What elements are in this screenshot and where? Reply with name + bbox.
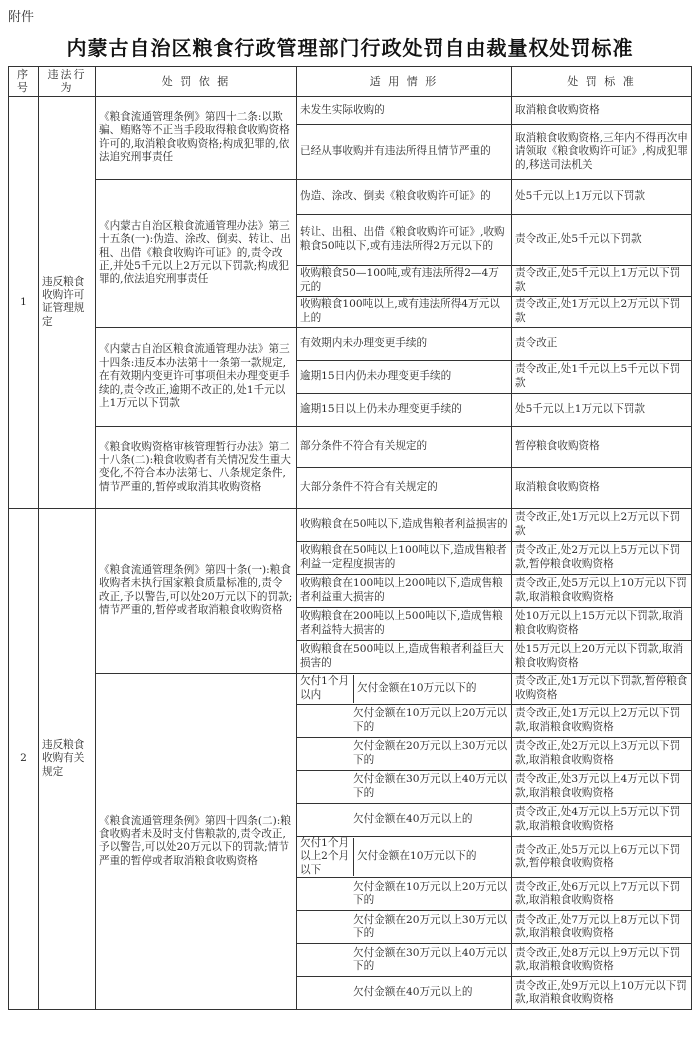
overdue-period-cell: 欠付1个月以内 bbox=[297, 675, 354, 703]
penalty-standard-cell: 取消粮食收购资格 bbox=[512, 96, 692, 124]
attachment-label: 附件 bbox=[8, 10, 35, 25]
penalty-standard-cell: 责令改正 bbox=[512, 327, 692, 360]
situation-cell: 逾期15日以上仍未办理变更手续的 bbox=[297, 393, 512, 426]
situation-cell: 逾期15日内仍未办理变更手续的 bbox=[297, 360, 512, 393]
penalty-standard-cell: 责令改正,处4万元以上5万元以下罚款,取消粮食收购资格 bbox=[512, 803, 692, 836]
penalty-standard-cell: 责令改正,处8万元以上9万元以下罚款,取消粮食收购资格 bbox=[512, 944, 692, 977]
sequence-number-cell: 1 bbox=[9, 96, 39, 508]
table-row bbox=[9, 508, 692, 541]
penalty-standard-cell: 取消粮食收购资格,三年内不得再次申请领取《粮食收购许可证》,构成犯罪的,移送司法机关 bbox=[512, 124, 692, 179]
table-row bbox=[9, 426, 692, 467]
table-row bbox=[9, 673, 692, 704]
legal-basis-cell: 《粮食流通管理条例》第四十二条:以欺骗、贿赂等不正当手段取得粮食收购资格许可的,取消粮食收购资格;构成犯罪的,依法追究刑事责任 bbox=[96, 96, 297, 179]
situation-cell: 大部分条件不符合有关规定的 bbox=[297, 467, 512, 508]
situation-cell: 收购粮食50—100吨,或有违法所得2—4万元的 bbox=[297, 265, 512, 296]
penalty-standard-cell: 责令改正,处6万元以上7万元以下罚款,取消粮食收购资格 bbox=[512, 878, 692, 911]
penalty-standard-cell: 处5千元以上1万元以下罚款 bbox=[512, 393, 692, 426]
situation-cell: 收购粮食在50吨以下,造成售粮者利益损害的 bbox=[297, 508, 512, 541]
situation-cell: 欠付金额在10万元以上20万元以下的 bbox=[297, 878, 512, 911]
column-header-basis: 处 罚 依 据 bbox=[96, 67, 297, 97]
table-row bbox=[9, 179, 692, 214]
legal-basis-cell: 《粮食收购资格审核管理暂行办法》第二十八条(二):粮食收购者有关情况发生重大变化,不符合本办法第七、八条规定条件,情节严重的,暂停或取消其收购资格 bbox=[96, 426, 297, 508]
penalty-standard-cell: 责令改正,处7万元以上8万元以下罚款,取消粮食收购资格 bbox=[512, 911, 692, 944]
table-row bbox=[9, 96, 692, 124]
situation-cell: 欠付金额在10万元以上20万元以下的 bbox=[297, 704, 512, 737]
penalty-standard-cell: 责令改正,处5万元以上10万元以下罚款,取消粮食收购资格 bbox=[512, 574, 692, 607]
situation-cell: 欠付金额在40万元以上的 bbox=[297, 977, 512, 1010]
penalty-standard-cell: 责令改正,处2万元以上5万元以下罚款,暂停粮食收购资格 bbox=[512, 541, 692, 574]
column-header-standard: 处 罚 标 准 bbox=[512, 67, 692, 97]
situation-text: 欠付金额在10万元以下的 bbox=[357, 682, 477, 695]
penalty-standard-cell: 责令改正,处9万元以上10万元以下罚款,取消粮食收购资格 bbox=[512, 977, 692, 1010]
situation-cell: 收购粮食在100吨以上200吨以下,造成售粮者利益重大损害的 bbox=[297, 574, 512, 607]
violation-cell: 违反粮食收购有关规定 bbox=[39, 508, 96, 1009]
penalty-standard-cell: 处10万元以上15万元以下罚款,取消粮食收购资格 bbox=[512, 607, 692, 640]
situation-cell: 欠付金额在20万元以上30万元以下的 bbox=[297, 911, 512, 944]
penalty-standard-table bbox=[8, 66, 692, 1010]
situation-cell: 欠付金额在40万元以上的 bbox=[297, 803, 512, 836]
situation-cell: 部分条件不符合有关规定的 bbox=[297, 426, 512, 467]
penalty-standard-cell: 责令改正,处1万元以上2万元以下罚款,取消粮食收购资格 bbox=[512, 704, 692, 737]
situation-cell: 欠付金额在30万元以上40万元以下的 bbox=[297, 770, 512, 803]
situation-cell bbox=[297, 673, 512, 704]
situation-cell: 有效期内未办理变更手续的 bbox=[297, 327, 512, 360]
legal-basis-cell: 《粮食流通管理条例》第四十条(一):粮食收购者未执行国家粮食质量标准的,责令改正,予以警告,可以处20万元以下的罚款;情节严重的,暂停或者取消粮食收购资格 bbox=[96, 508, 297, 673]
situation-cell: 收购粮食在50吨以上100吨以下,造成售粮者利益一定程度损害的 bbox=[297, 541, 512, 574]
table-header-row bbox=[9, 67, 692, 97]
penalty-standard-cell: 责令改正,处1万元以下罚款,暂停粮食收购资格 bbox=[512, 673, 692, 704]
document-title: 内蒙古自治区粮食行政管理部门行政处罚自由裁量权处罚标准 bbox=[66, 36, 634, 60]
column-header-seq: 序号 bbox=[9, 67, 39, 97]
penalty-standard-cell: 责令改正,处1千元以上5千元以下罚款 bbox=[512, 360, 692, 393]
situation-cell bbox=[297, 836, 512, 877]
situation-cell: 未发生实际收购的 bbox=[297, 96, 512, 124]
penalty-standard-cell: 责令改正,处1万元以上2万元以下罚款 bbox=[512, 296, 692, 327]
column-header-situation: 适 用 情 形 bbox=[297, 67, 512, 97]
penalty-standard-cell: 责令改正,处5千元以上1万元以下罚款 bbox=[512, 265, 692, 296]
sequence-number-cell: 2 bbox=[9, 508, 39, 1009]
legal-basis-cell: 《内蒙古自治区粮食流通管理办法》第三十五条(一):伪造、涂改、倒卖、转让、出租、出借《粮食收购许可证》的,责令改正,并处5千元以上2万元以下罚款;构成犯罪的,依法追究刑事责任 bbox=[96, 179, 297, 327]
situation-cell: 伪造、涂改、倒卖《粮食收购许可证》的 bbox=[297, 179, 512, 214]
violation-cell: 违反粮食收购许可证管理规定 bbox=[39, 96, 96, 508]
situation-cell: 转让、出租、出借《粮食收购许可证》,收购粮食50吨以下,或有违法所得2万元以下的 bbox=[297, 214, 512, 265]
penalty-standard-cell: 处15万元以上20万元以下罚款,取消粮食收购资格 bbox=[512, 640, 692, 673]
situation-text: 欠付金额在10万元以下的 bbox=[357, 850, 477, 863]
penalty-standard-cell: 责令改正,处2万元以上3万元以下罚款,取消粮食收购资格 bbox=[512, 737, 692, 770]
legal-basis-cell: 《内蒙古自治区粮食流通管理办法》第三十四条:违反本办法第十一条第一款规定,在有效期内变更许可事项但未办理变更手续的,责令改正,逾期不改正的,处1千元以上1万元以下罚款 bbox=[96, 327, 297, 426]
column-header-violation: 违法行为 bbox=[39, 67, 96, 97]
overdue-period-cell: 欠付1个月以上2个月以下 bbox=[297, 838, 354, 876]
penalty-standard-cell: 责令改正,处5千元以下罚款 bbox=[512, 214, 692, 265]
table-row bbox=[9, 327, 692, 360]
penalty-standard-cell: 责令改正,处5万元以上6万元以下罚款,暂停粮食收购资格 bbox=[512, 836, 692, 877]
penalty-standard-cell: 责令改正,处1万元以上2万元以下罚款 bbox=[512, 508, 692, 541]
situation-cell: 收购粮食在500吨以上,造成售粮者利益巨大损害的 bbox=[297, 640, 512, 673]
legal-basis-cell: 《粮食流通管理条例》第四十四条(二):粮食收购者未及时支付售粮款的,责令改正,予以警告,可以处20万元以下的罚款;情节严重的暂停或者取消粮食收购资格 bbox=[96, 673, 297, 1009]
penalty-standard-cell: 责令改正,处3万元以上4万元以下罚款,取消粮食收购资格 bbox=[512, 770, 692, 803]
situation-cell: 欠付金额在20万元以上30万元以下的 bbox=[297, 737, 512, 770]
penalty-standard-cell: 暂停粮食收购资格 bbox=[512, 426, 692, 467]
penalty-standard-cell: 处5千元以上1万元以下罚款 bbox=[512, 179, 692, 214]
situation-cell: 收购粮食在200吨以上500吨以下,造成售粮者利益特大损害的 bbox=[297, 607, 512, 640]
situation-cell: 欠付金额在30万元以上40万元以下的 bbox=[297, 944, 512, 977]
penalty-standard-cell: 取消粮食收购资格 bbox=[512, 467, 692, 508]
situation-cell: 已经从事收购并有违法所得且情节严重的 bbox=[297, 124, 512, 179]
situation-cell: 收购粮食100吨以上,或有违法所得4万元以上的 bbox=[297, 296, 512, 327]
